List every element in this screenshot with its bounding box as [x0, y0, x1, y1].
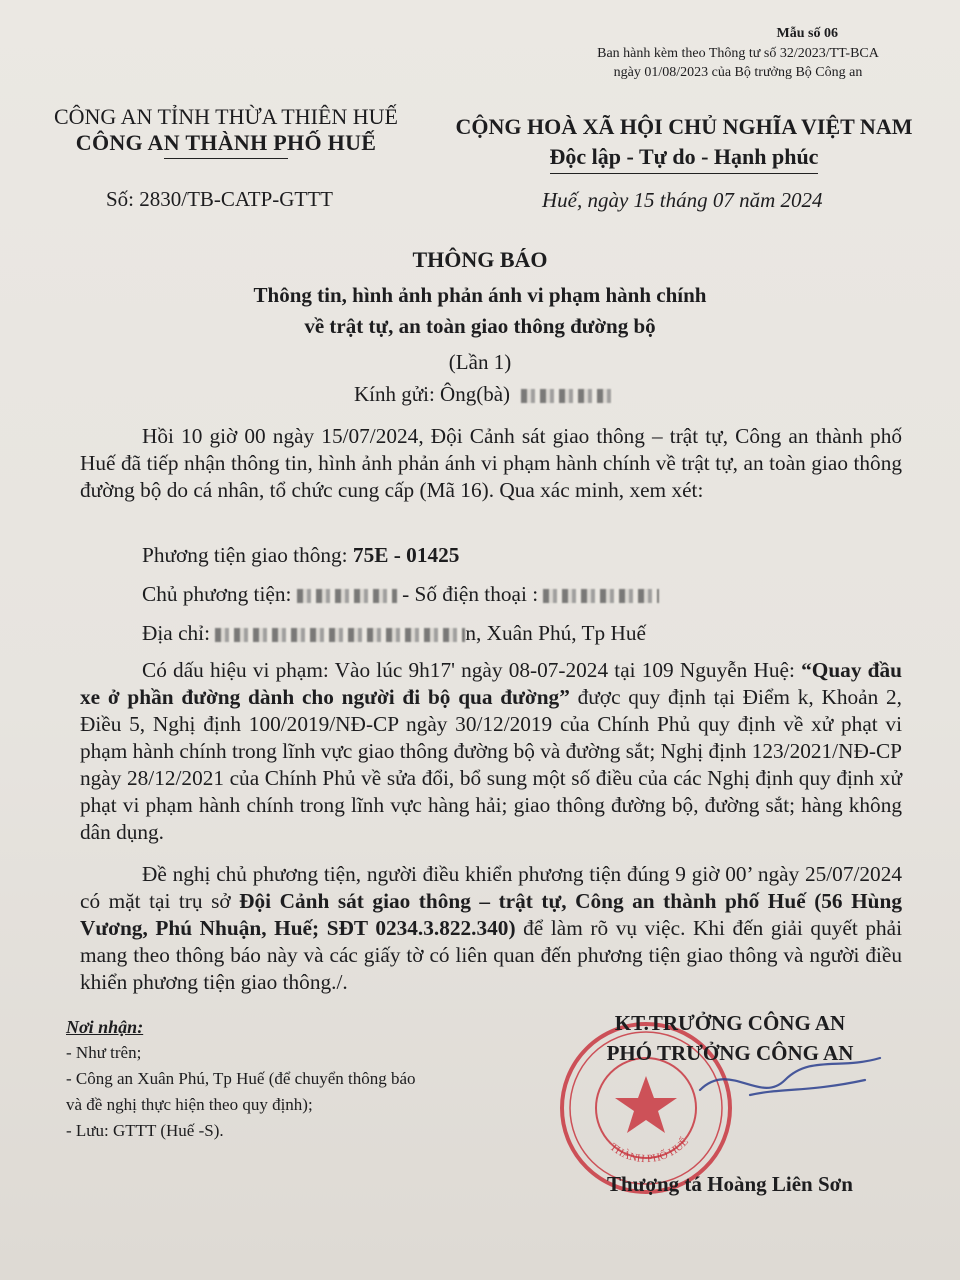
- recipient-item: - Như trên;: [66, 1043, 142, 1062]
- redacted-owner: [297, 589, 397, 603]
- signer-name: Thượng tá Hoàng Liên Sơn: [607, 1172, 853, 1196]
- signature-line-2: PHÓ TRƯỞNG CÔNG AN: [606, 1041, 854, 1065]
- addressee: [354, 382, 613, 407]
- document-date: Huế, ngày 15 tháng 07 năm 2024: [542, 188, 823, 212]
- recipient-item: và đề nghị thực hiện theo quy định);: [66, 1095, 313, 1114]
- request-intro: Đề nghị chủ phương tiện, người điều khiển phương tiện đúng 9 giờ 00’ ngày 25/07/2024 có mặt tại trụ sở: [80, 862, 902, 913]
- svg-text:THÀNH PHỐ HUẾ: [607, 1135, 691, 1165]
- recipient-item: - Lưu: GTTT (Huế -S).: [66, 1121, 224, 1140]
- form-reference-line1: Ban hành kèm theo Thông tư số 32/2023/TT-BCA: [597, 46, 879, 61]
- document-subtitle-1: Thông tin, hình ảnh phản ánh vi phạm hành chính: [253, 283, 707, 307]
- agency-unit: CÔNG AN THÀNH PHỐ HUẾ: [75, 130, 377, 155]
- vehicle-line: [142, 543, 459, 568]
- address-tail: n, Xuân Phú, Tp Huế: [465, 621, 646, 645]
- vehicle-label: Phương tiện giao thông:: [142, 543, 353, 567]
- request-place: Đội Cảnh sát giao thông – trật tự, Công an thành phố Huế (56 Hùng Vương, Phú Nhuận, Huế; SĐT 0234.3.822.340): [80, 889, 903, 940]
- agency-underline: [164, 158, 288, 159]
- issuing-agency: [40, 104, 412, 159]
- address-line: [142, 621, 646, 646]
- form-reference: [578, 44, 898, 82]
- address-label: Địa chỉ:: [142, 621, 216, 645]
- addressee-label: Kính gửi: Ông(bà): [354, 382, 511, 406]
- request-rest: để làm rõ vụ việc. Khi đến giải quyết phải mang theo thông báo này và các giấy tờ có liên quan đến phương tiện giao thông và người điều khiển phương tiện giao thông./.: [80, 916, 902, 994]
- paragraph-request: [80, 861, 902, 996]
- redacted-name: [521, 389, 613, 403]
- redacted-address: [215, 628, 465, 642]
- seal-text: THÀNH PHỐ HUẾ: [607, 1135, 691, 1166]
- owner-line: [142, 582, 659, 607]
- document-subtitle-2: về trật tự, an toàn giao thông đường bộ: [304, 314, 656, 338]
- document-number: Số: 2830/TB-CATP-GTTT: [106, 187, 333, 211]
- recipients-title: Nơi nhận:: [66, 1017, 144, 1037]
- vehicle-plate: 75E - 01425: [352, 543, 460, 567]
- paragraph-violation: [80, 657, 902, 846]
- signature-line-1: KT.TRƯỞNG CÔNG AN: [614, 1011, 846, 1035]
- recipients-block: [66, 1014, 416, 1144]
- recipient-item: - Công an Xuân Phú, Tp Huế (để chuyển thông báo: [66, 1069, 416, 1088]
- nation-motto: Độc lập - Tự do - Hạnh phúc: [550, 142, 819, 174]
- national-header: [444, 112, 924, 174]
- paragraph-receipt-text: Hồi 10 giờ 00 ngày 15/07/2024, Đội Cảnh sát giao thông – trật tự, Công an thành phố Huế đã tiếp nhận thông tin, hình ảnh phản ánh vi phạm hành chính về trật tự, an toàn giao thông đường bộ do cá nhân, tổ chức cung cấp (Mã 16). Qua xác minh, xem xét:: [80, 424, 902, 502]
- owner-label: Chủ phương tiện:: [142, 582, 297, 606]
- form-number: Mẫu số 06: [776, 26, 838, 41]
- handwritten-signature: [690, 1050, 890, 1110]
- parent-agency: CÔNG AN TỈNH THỪA THIÊN HUẾ: [53, 104, 398, 129]
- violation-quote: “Quay đầu xe ở phần đường dành cho người đi bộ qua đường”: [80, 658, 902, 709]
- violation-intro: Có dấu hiệu vi phạm: Vào lúc 9h17' ngày 08-07-2024 tại 109 Nguyễn Huệ:: [142, 658, 802, 682]
- notice-count: (Lần 1): [448, 350, 512, 374]
- violation-rest: được quy định tại Điểm k, Khoản 2, Điều 5, Nghị định 100/2019/NĐ-CP ngày 30/12/2019 của Chính Phủ quy định về xử phạt vi phạm hành chính trong lĩnh vực giao thông đường bộ và đường sắt; Nghị định 123/2021/NĐ-CP ngày 28/12/2021 của Chính Phủ về sửa đổi, bổ sung một số điều của các Nghị định quy định xử phạt vi phạm hành chính trong lĩnh vực hàng hải; giao thông đường bộ, đường sắt; hàng không dân dụng.: [80, 685, 902, 844]
- phone-label: - Số điện thoại :: [402, 582, 544, 606]
- form-reference-line2: ngày 01/08/2023 của Bộ trưởng Bộ Công an: [613, 65, 863, 80]
- redacted-phone: [543, 589, 659, 603]
- paragraph-receipt: [80, 423, 902, 504]
- document-title: THÔNG BÁO: [412, 247, 548, 272]
- nation-name: CỘNG HOÀ XÃ HỘI CHỦ NGHĨA VIỆT NAM: [455, 114, 913, 139]
